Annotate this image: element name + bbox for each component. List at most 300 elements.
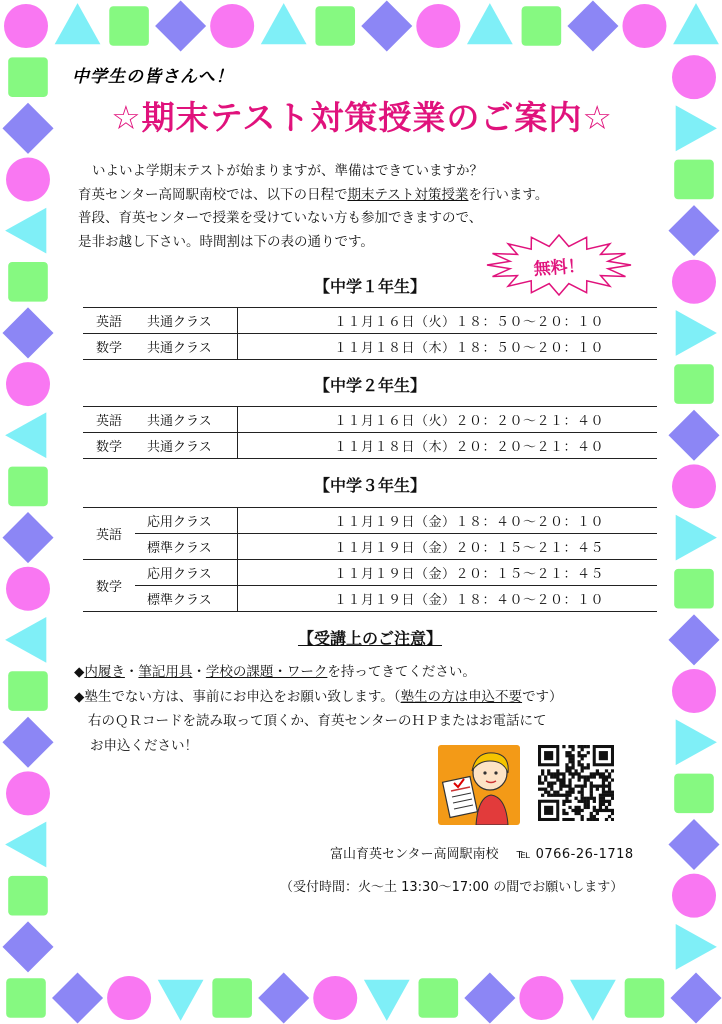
qr-module [559,794,562,797]
qr-module [565,818,568,821]
page-title: ☆期末テスト対策授業のご案内☆ [111,98,613,137]
qr-module [599,785,602,788]
qr-module [605,775,608,778]
note-1-post: を持ってきてください。 [327,664,476,680]
qr-module [578,806,581,809]
qr-module [568,760,571,763]
qr-module [574,769,577,772]
qr-module [571,763,574,766]
qr-module [611,812,614,815]
time-cell: １１月１９日（金）１８：４０〜２０：１０ [238,586,658,612]
qr-module [602,788,605,791]
qr-module [605,800,608,803]
qr-module [578,791,581,794]
qr-module [553,781,556,784]
qr-module [587,751,590,754]
qr-module [559,785,562,788]
bullet: ◆ [74,688,85,705]
qr-module [599,751,608,760]
qr-module [584,785,587,788]
qr-module [587,800,590,803]
qr-module [611,794,614,797]
note-line-3: 右のＱＲコードを読み取って頂くか、育英センターのＨＰまたはお電話にて [88,713,547,729]
border-shape [258,972,309,1023]
qr-module [581,754,584,757]
qr-module [587,803,590,806]
qr-module [568,754,571,757]
qr-module [538,781,541,784]
qr-module [602,809,605,812]
border-shape [668,205,719,256]
qr-module [584,754,587,757]
note-1-indoor-shoes: 内履き [84,664,125,680]
qr-module [547,781,550,784]
qr-module [587,797,590,800]
qr-module [550,781,553,784]
qr-module [608,809,611,812]
qr-module [599,809,602,812]
qr-module [541,794,544,797]
border-shape [6,771,50,815]
qr-module [550,794,553,797]
border-shape [6,362,50,406]
qr-module [571,754,574,757]
border-shape [674,774,714,814]
border-shape [2,103,53,154]
qr-module [605,785,608,788]
table-row [83,433,657,459]
qr-module [581,775,584,778]
qr-module [568,781,571,784]
qr-module [587,778,590,781]
time-cell: １１月１８日（木）２０：２０〜２１：４０ [238,433,658,459]
border-shape [519,976,563,1020]
qr-module [565,769,568,772]
qr-module [574,797,577,800]
qr-module [559,781,562,784]
qr-module [581,797,584,800]
qr-module [611,809,614,812]
time-cell: １１月１９日（金）２０：１５〜２１：４５ [238,560,658,586]
qr-module [581,815,584,818]
qr-module [571,757,574,760]
bullet: ◆ [74,664,85,680]
qr-module [556,769,559,772]
qr-module [556,772,559,775]
qr-module [581,791,584,794]
border-shape [2,921,53,972]
qr-module [605,806,608,809]
qr-module [581,748,584,751]
qr-module [608,794,611,797]
qr-module [571,766,574,769]
subtitle: 中学生の皆さんへ！ [72,67,234,87]
border-shape [212,978,252,1018]
qr-module [590,815,593,818]
qr-module [581,766,584,769]
qr-module [578,785,581,788]
qr-module [596,818,599,821]
qr-module [590,791,593,794]
qr-module [602,791,605,794]
qr-module [568,800,571,803]
qr-module [584,781,587,784]
border-shape [676,515,717,561]
qr-module [590,794,593,797]
reception-hours: （受付時間：火〜土 13:30〜17:00 の間でお願いします） [280,880,624,895]
border-shape [673,3,719,44]
qr-module [605,818,608,821]
qr-module [568,806,571,809]
border-shape [52,972,103,1023]
qr-module [596,785,599,788]
border-shape [6,978,46,1018]
qr-module [611,797,614,800]
qr-module [581,763,584,766]
class-cell: 共通クラス [135,308,238,334]
intro-line-2-underlined: 期末テスト対策授業 [347,186,469,203]
qr-module [571,772,574,775]
qr-module [593,775,596,778]
qr-module [568,785,571,788]
qr-module [605,778,608,781]
qr-module [562,778,565,781]
border-shape [467,3,513,44]
qr-module [608,775,611,778]
qr-module [590,785,593,788]
note-2-no-application: 申込不要 [468,688,523,705]
border-shape [364,980,410,1021]
qr-module [565,763,568,766]
grade1-schedule-table [83,307,657,360]
qr-module [581,788,584,791]
note-item-2 [74,685,563,710]
qr-module [565,794,568,797]
border-shape [672,669,716,713]
qr-module [602,803,605,806]
qr-module [602,772,605,775]
class-cell: 標準クラス [135,586,238,612]
qr-module [599,806,602,809]
qr-module [574,785,577,788]
qr-module [568,745,571,748]
border-shape [672,55,716,99]
qr-module [584,766,587,769]
note-2-post: です） [522,688,563,705]
qr-module [593,797,596,800]
time-cell: １１月１９日（金）１８：４０〜２０：１０ [238,508,658,534]
qr-module [565,812,568,815]
class-cell: 共通クラス [135,407,238,433]
qr-module [565,800,568,803]
qr-module [556,778,559,781]
qr-module [568,788,571,791]
border-shape [5,822,46,868]
qr-module [593,772,596,775]
border-shape [8,467,48,507]
qr-module [538,775,541,778]
qr-module [544,791,547,794]
border-shape [668,614,719,665]
intro-text [78,160,548,254]
intro-line-2 [78,184,548,208]
qr-module [562,775,565,778]
qr-module [584,800,587,803]
qr-module [584,745,587,748]
qr-module [565,797,568,800]
qr-module [556,791,559,794]
class-cell: 共通クラス [135,334,238,360]
qr-module [565,766,568,769]
qr-module [553,775,556,778]
grade2-schedule-table [83,406,657,459]
qr-module [578,745,581,748]
border-shape [313,976,357,1020]
qr-module [541,781,544,784]
qr-module [547,791,550,794]
qr-module [590,788,593,791]
qr-module [593,809,596,812]
subject-cell: 数学 [83,560,135,612]
school-name: 富山育英センター高岡駅南校 [330,847,499,862]
border-shape [622,4,666,48]
qr-module [541,788,544,791]
qr-module [578,775,581,778]
qr-module [608,815,611,818]
qr-module [581,745,584,748]
qr-module [553,794,556,797]
qr-module [556,775,559,778]
qr-module [574,772,577,775]
qr-module [584,806,587,809]
qr-module [571,775,574,778]
qr-module [544,751,553,760]
qr-module [562,781,565,784]
qr-module [596,788,599,791]
qr-module [562,803,565,806]
qr-module [605,794,608,797]
qr-module [596,812,599,815]
border-shape [674,160,714,200]
qr-module [574,806,577,809]
qr-module [565,791,568,794]
qr-module [593,785,596,788]
table-row [83,534,657,560]
qr-module [562,800,565,803]
border-shape [625,978,665,1018]
note-2-pre: 塾生でない方は、事前にお申込をお願い致します。（ [84,688,401,705]
border-shape [158,980,204,1021]
qr-module [578,751,581,754]
notes-title [85,626,655,649]
border-shape [107,976,151,1020]
qr-module [544,806,553,815]
border-shape [522,6,562,46]
qr-module [611,818,614,821]
qr-module [541,769,544,772]
qr-module [571,760,574,763]
border-shape [676,719,717,765]
border-shape [567,0,618,51]
qr-module [553,791,556,794]
class-cell: 標準クラス [135,534,238,560]
qr-module [587,806,590,809]
qr-module [553,772,556,775]
border-shape [109,6,149,46]
qr-module [571,818,574,821]
qr-module [568,791,571,794]
qr-module [568,772,571,775]
grade1-title: 【中学１年生】 [313,277,426,296]
qr-module [571,745,574,748]
qr-module [590,818,593,821]
qr-module [587,818,590,821]
subject-cell: 数学 [83,334,135,360]
qr-module [584,775,587,778]
qr-module [581,769,584,772]
note-item-1 [74,660,563,685]
qr-module [562,794,565,797]
table-row [83,308,657,334]
qr-module [581,818,584,821]
qr-module [571,809,574,812]
qr-module [568,751,571,754]
free-badge-text: 無料！ [533,256,586,280]
border-shape [672,464,716,508]
time-cell: １１月１９日（金）２０：１５〜２１：４５ [238,534,658,560]
grade2-title: 【中学２年生】 [313,376,426,395]
qr-module [547,769,550,772]
qr-module [574,812,577,815]
qr-module [593,806,596,809]
qr-module [602,800,605,803]
subject-cell: 英語 [83,508,135,560]
border-shape [8,671,48,711]
qr-module [608,788,611,791]
grade3-title: 【中学３年生】 [313,476,426,495]
border-shape [361,0,412,51]
qr-module [565,754,568,757]
qr-module [590,772,593,775]
qr-module [599,794,602,797]
qr-module [590,797,593,800]
qr-module [568,766,571,769]
qr-module [550,775,553,778]
border-shape [261,3,307,44]
border-shape [668,819,719,870]
qr-module [568,778,571,781]
qr-module [565,785,568,788]
border-shape [464,972,515,1023]
qr-module [538,788,541,791]
qr-module [602,781,605,784]
qr-module [562,745,565,748]
qr-module [602,794,605,797]
qr-module [602,785,605,788]
qr-module [581,800,584,803]
qr-module [587,763,590,766]
qr-module [593,815,596,818]
intro-line-1: いよいよ学期末テストが始まりますが、準備はできていますか？ [92,163,483,179]
qr-module [565,751,568,754]
intro-line-3: 普段、育英センターで授業を受けていない方も参加できますので、 [78,210,483,226]
subject-cell: 数学 [83,433,135,459]
subject-cell: 英語 [83,407,135,433]
border-shape [4,4,48,48]
time-cell: １１月１６日（火）２０：２０〜２１：４０ [238,407,658,433]
qr-module [611,769,614,772]
qr-module [544,775,547,778]
border-shape [6,157,50,201]
qr-module [608,803,611,806]
class-cell: 応用クラス [135,560,238,586]
class-cell: 共通クラス [135,433,238,459]
border-shape [416,4,460,48]
intro-line-4: 是非お越し下さい。時間割は下の表の通りです。 [78,233,374,250]
qr-module [590,775,593,778]
qr-module [581,794,584,797]
qr-module [608,772,611,775]
phone-number: ℡ 0766-26-1718 [516,847,634,862]
border-shape [8,57,48,97]
qr-module [562,812,565,815]
qr-module [559,778,562,781]
qr-module [578,760,581,763]
qr-module [584,797,587,800]
qr-module [605,769,608,772]
qr-module [578,800,581,803]
border-shape [8,876,48,916]
qr-module [611,791,614,794]
qr-module [587,766,590,769]
separator: ・ [192,664,206,680]
qr-module [608,791,611,794]
note-1-homework: 学校の課題・ワーク [205,664,328,680]
notes-title-text: 【受講上のご注意】 [297,629,442,648]
qr-code[interactable] [538,745,614,821]
qr-module [578,754,581,757]
qr-module [568,769,571,772]
intro-line-2-pre: 育英センター高岡駅南校では、以下の日程で [78,186,348,203]
time-cell: １１月１６日（火）１８：５０〜２０：１０ [238,308,658,334]
qr-module [611,778,614,781]
qr-module [574,809,577,812]
qr-module [605,791,608,794]
border-shape [210,4,254,48]
border-shape [668,410,719,461]
border-shape [155,0,206,51]
qr-module [541,772,544,775]
note-line-4: お申込ください！ [90,737,198,754]
border-shape [670,972,721,1023]
qr-module [593,800,596,803]
class-cell: 応用クラス [135,508,238,534]
teacher-with-document-illustration [438,745,520,825]
qr-module [550,788,553,791]
qr-module [578,812,581,815]
border-shape [676,310,717,356]
grade3-schedule-table [83,507,657,612]
qr-module [602,778,605,781]
qr-module [578,772,581,775]
border-shape [55,3,101,44]
qr-module [568,818,571,821]
qr-module [538,778,541,781]
qr-module [590,781,593,784]
border-shape [2,307,53,358]
qr-module [562,818,565,821]
qr-module [596,769,599,772]
